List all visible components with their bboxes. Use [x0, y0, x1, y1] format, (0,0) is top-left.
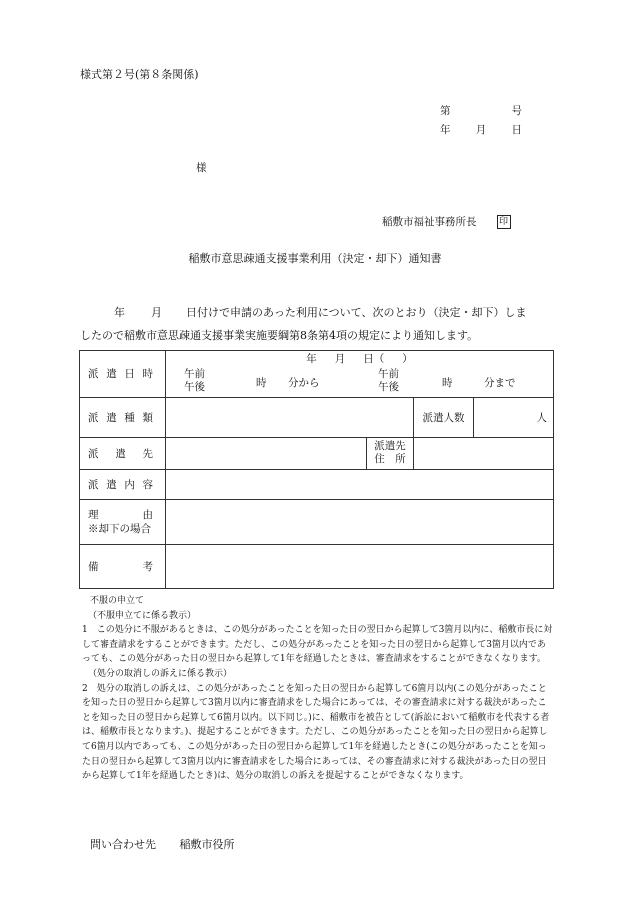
notes-sub1: （不服申立てに係る教示） — [88, 610, 197, 621]
reason-label-1-a: 理 — [88, 508, 99, 521]
reason-label-1-b: 由 — [142, 508, 153, 521]
destination-address-value[interactable] — [414, 437, 554, 469]
appeal-notes — [82, 594, 554, 784]
dispatch-date-field — [166, 351, 554, 367]
dispatch-content-value[interactable] — [166, 469, 554, 499]
number-prefix: 第 — [440, 105, 451, 117]
reason-label-1 — [88, 508, 153, 522]
destination-address-label-1: 派遣先 — [374, 440, 406, 452]
addressee-suffix: 様 — [196, 162, 207, 174]
contact-value: 稲敷市役所 — [179, 838, 235, 851]
start-from: 分から — [288, 376, 320, 389]
issuer-name: 稲敷市福祉事務所長 — [382, 216, 477, 228]
issue-date — [440, 122, 522, 137]
notes-item1: 1 この処分に不服があるときは、この処分があったことを知った日の翌日から起算して3箇月以内に、稲敷市長に対して審査請求をすることができます。ただし、この処分があったことを知った日の翌日から起算して3箇月以内であっても、この処分があった日の翌日から起算して1年を経過したときは、審査請求をすることができなくなります。 — [82, 625, 553, 665]
destination-label: 派 遣 先 — [80, 437, 166, 469]
start-pm: 午後 — [184, 380, 205, 393]
remarks-label-a: 備 — [88, 560, 99, 573]
contact-info — [90, 836, 235, 852]
dispatch-datetime-label: 派 遣 日 時 — [80, 351, 166, 398]
dispatch-type-label: 派 遣 種 類 — [80, 397, 166, 437]
date-year: 年 — [440, 124, 451, 136]
form-number: 様式第２号(第８条関係) — [80, 68, 199, 81]
document-number — [440, 103, 522, 118]
notes-sub2: （処分の取消しの訴えに係る教示） — [88, 668, 233, 679]
remarks-value[interactable] — [166, 544, 554, 588]
dispatch-count-value[interactable] — [474, 397, 554, 437]
notes-item2: 2 処分の取消しの訴えは、この処分があったことを知った日の翌日から起算して6箇月以内(この処分があったことを知った日の翌日から起算して3箇月以内に審査請求をした場合にあっては、その審査請求に対する裁決があったことを知った日の翌日から起算して6箇月以内。以下同じ。)に、稲敷市を被告として(訴訟において稲敷市を代表する者は、稲敷市長となります。)、提起することができます。ただし、この処分があったことを知った日の翌日から起算して6箇月以内であっても、この処分があった日の翌日から起算して1年を経過したとき(この処分があったことを知った日の翌日から起算して3箇月以内に審査請求をした場合にあっては、その審査請求に対する裁決があった日の翌日から起算して1年を経過したとき)は、処分の取消しの訴えを提起することができなくなります。 — [82, 683, 550, 782]
number-suffix: 号 — [511, 105, 522, 117]
destination-address-label — [367, 437, 414, 469]
dt-weekday-close: ） — [402, 353, 413, 366]
seal-mark: 印 — [497, 215, 511, 229]
intro-year: 年 — [114, 306, 125, 319]
destination-value[interactable] — [166, 437, 367, 469]
intro-paragraph — [80, 301, 555, 347]
reason-label — [80, 499, 166, 544]
dt-year: 年 — [306, 353, 317, 366]
dispatch-type-value[interactable] — [166, 397, 414, 437]
contact-label: 問い合わせ先 — [90, 838, 156, 851]
persons-unit: 人 — [536, 411, 547, 424]
remarks-label — [80, 544, 166, 588]
remarks-label-b: 考 — [142, 560, 153, 573]
dispatch-time-field — [166, 367, 554, 398]
intro-line1: 日付けで申請のあった利用について、次のとおり（決定・却下）しま — [186, 306, 527, 319]
reason-label-2: ※却下の場合 — [88, 522, 151, 535]
reason-value[interactable] — [166, 499, 554, 544]
end-am: 午前 — [378, 367, 399, 380]
dt-month: 月 — [334, 353, 346, 366]
end-hour: 時 — [442, 376, 453, 389]
end-until: 分まで — [484, 376, 516, 389]
dispatch-count-label: 派遣人数 — [414, 397, 474, 437]
notes-heading: 不服の申立て — [90, 596, 145, 606]
start-hour: 時 — [256, 376, 267, 389]
intro-line2: したので稲敷市意思疎通支援事業実施要綱第8条第4項の規定により通知します。 — [80, 329, 479, 342]
date-day: 日 — [511, 124, 522, 136]
start-am: 午前 — [184, 367, 205, 380]
destination-address-label-2: 住 所 — [374, 453, 406, 465]
dt-day: 日（ — [363, 353, 385, 366]
issuer-block — [382, 214, 511, 229]
end-pm: 午後 — [378, 380, 399, 393]
date-month: 月 — [475, 124, 487, 136]
document-title: 稲敷市意思疎通支援事業利用（決定・却下）通知書 — [188, 252, 442, 265]
notification-table — [79, 350, 554, 589]
dispatch-content-label: 派 遣 内 容 — [80, 469, 166, 499]
intro-month: 月 — [151, 306, 162, 319]
